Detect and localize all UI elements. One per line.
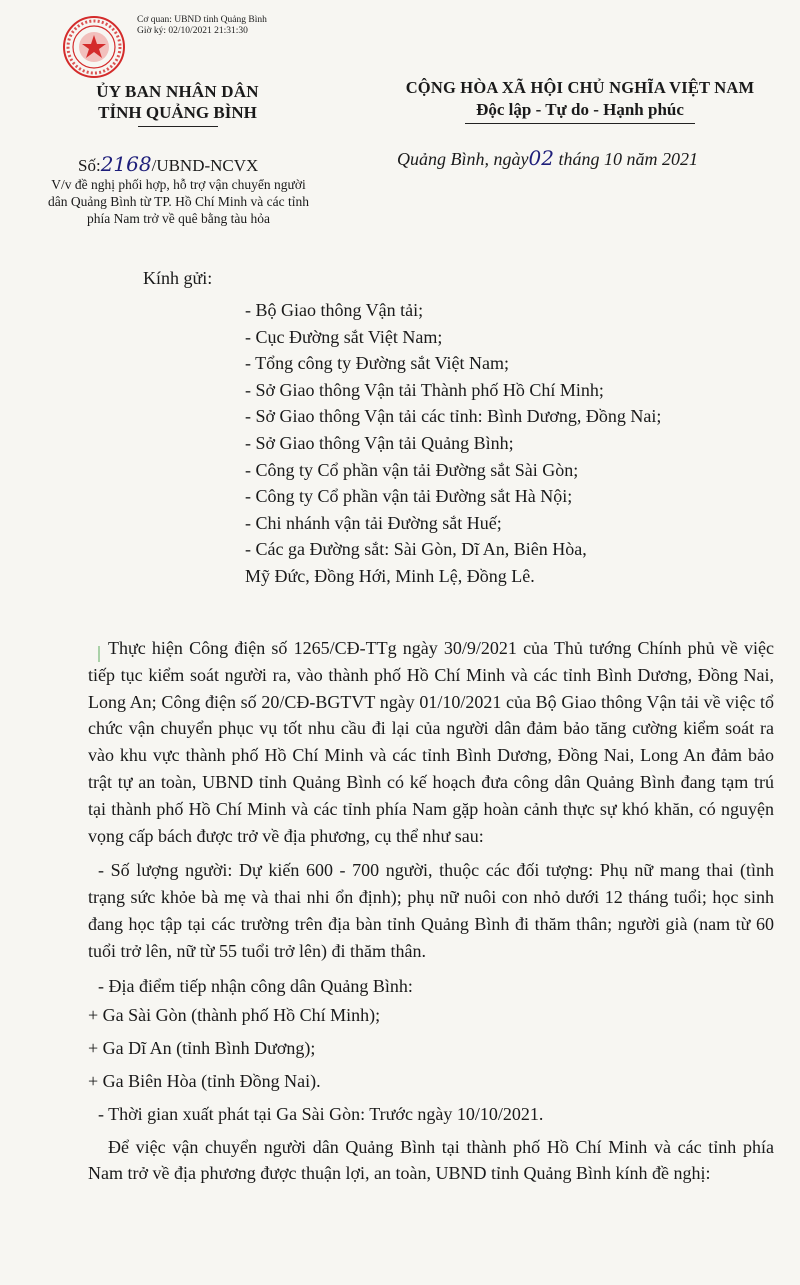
issuing-authority [50,82,305,127]
paragraph-request: Để việc vận chuyển người dân Quảng Bình tại thành phố Hồ Chí Minh và các tỉnh phía Nam trở về địa phương được thuận lợi, an toàn, UBND tỉnh Quảng Bình kính đề nghị: [88,1136,774,1184]
org-line-2: TỈNH QUẢNG BÌNH [98,103,257,122]
paragraph-intro: Thực hiện Công điện số 1265/CĐ-TTg ngày 30/9/2021 của Thủ tướng Chính phủ về việc tiếp tục kiểm soát người ra, vào thành phố Hồ Chí Minh và các tỉnh Bình Dương, Đồng Nai, Long An; Công điện số 20/CĐ-BGTVT ngày 01/10/2021 của Bộ Giao thông Vận tải về việc tổ chức vận chuyển phục vụ tốt nhu cầu đi lại của người dân đảm bảo tăng cường kiểm soát ra vào khu vực thành phố Hồ Chí Minh và các tỉnh Bình Dương, Đồng Nai, Long An đảm bảo trật tự an toàn, UBND tỉnh Quảng Bình có kế hoạch đưa công dân Quảng Bình đang tạm trú tại thành phố Hồ Chí Minh và các tỉnh phía Nam gặp hoàn cảnh thực sự khó khăn, có nguyện vọng cấp bách được trở về địa phương, cụ thể như sau: [88,638,774,846]
national-header [370,78,790,124]
digital-signature-info [137,15,267,37]
recipients-list [245,297,661,590]
paragraph-quantity: - Số lượng người: Dự kiến 600 - 700 người, thuộc các đối tượng: Phụ nữ mang thai (tình trạng sức khỏe bà mẹ và thai nhi ổn định); phụ nữ nuôi con nhỏ dưới 12 tháng tuổi; học sinh đang học tập tại các trường trên địa bàn tỉnh Quảng Bình đi thăm thân; người già (nam từ 60 tuổi trở lên, nữ từ 55 tuổi trở lên) đi thăm thân. [88,860,774,961]
location-item: + Ga Dĩ An (tỉnh Bình Dương); [88,1038,316,1059]
document-number [78,152,258,176]
signature-time: Giờ ký: 02/10/2021 21:31:30 [137,26,248,36]
paragraph-locations: - Địa điểm tiếp nhận công dân Quảng Bình: [98,975,413,996]
divider [138,126,218,127]
date-suffix: tháng 10 năm 2021 [558,149,698,169]
signature-agency: Cơ quan: UBND tỉnh Quảng Bình [137,15,267,25]
location-item: + Ga Sài Gòn (thành phố Hồ Chí Minh); [88,1005,381,1026]
state-emblem-seal-icon [62,15,126,79]
list-item: - Công ty Cổ phần vận tải Đường sắt Sài Gòn; [245,459,579,480]
nation-title: CỘNG HÒA XÃ HỘI CHỦ NGHĨA VIỆT NAM [405,78,755,97]
org-line-1: ỦY BAN NHÂN DÂN [96,82,259,101]
recipients-label: Kính gửi: [143,268,213,288]
location-item: + Ga Biên Hòa (tỉnh Đồng Nai). [88,1070,321,1091]
paragraph-departure: - Thời gian xuất phát tại Ga Sài Gòn: Trước ngày 10/10/2021. [98,1103,544,1124]
date-prefix: Quảng Bình, ngày [397,149,529,169]
motto: Độc lập - Tự do - Hạnh phúc [476,100,684,119]
document-subject: V/v đề nghị phối hợp, hỗ trợ vận chuyển người dân Quảng Bình từ TP. Hồ Chí Minh và các tỉnh phía Nam trở về quê bằng tàu hỏa [48,177,309,226]
document-body [88,635,774,1187]
doc-no-suffix: /UBND-NCVX [151,156,259,175]
list-item: - Sở Giao thông Vận tải Quảng Bình; [245,432,514,453]
list-item: Mỹ Đức, Đồng Hới, Minh Lệ, Đồng Lê. [245,565,535,586]
list-item: - Bộ Giao thông Vận tải; [245,300,424,320]
date-day-handwritten: 02 [528,146,554,170]
doc-no-prefix: Số: [78,156,101,175]
divider [465,123,695,124]
list-item: - Sở Giao thông Vận tải các tỉnh: Bình Dương, Đồng Nai; [245,406,662,427]
list-item: - Công ty Cổ phần vận tải Đường sắt Hà Nội; [245,486,573,507]
issue-date [397,146,698,170]
list-item: - Các ga Đường sắt: Sài Gòn, Dĩ An, Biên Hòa, [245,539,587,560]
list-item: - Sở Giao thông Vận tải Thành phố Hồ Chí Minh; [245,379,604,400]
list-item: - Tổng công ty Đường sắt Việt Nam; [245,353,509,374]
list-item: - Chi nhánh vận tải Đường sắt Huế; [245,512,502,533]
doc-no-handwritten: 2168 [100,152,152,176]
list-item: - Cục Đường sắt Việt Nam; [245,326,443,347]
